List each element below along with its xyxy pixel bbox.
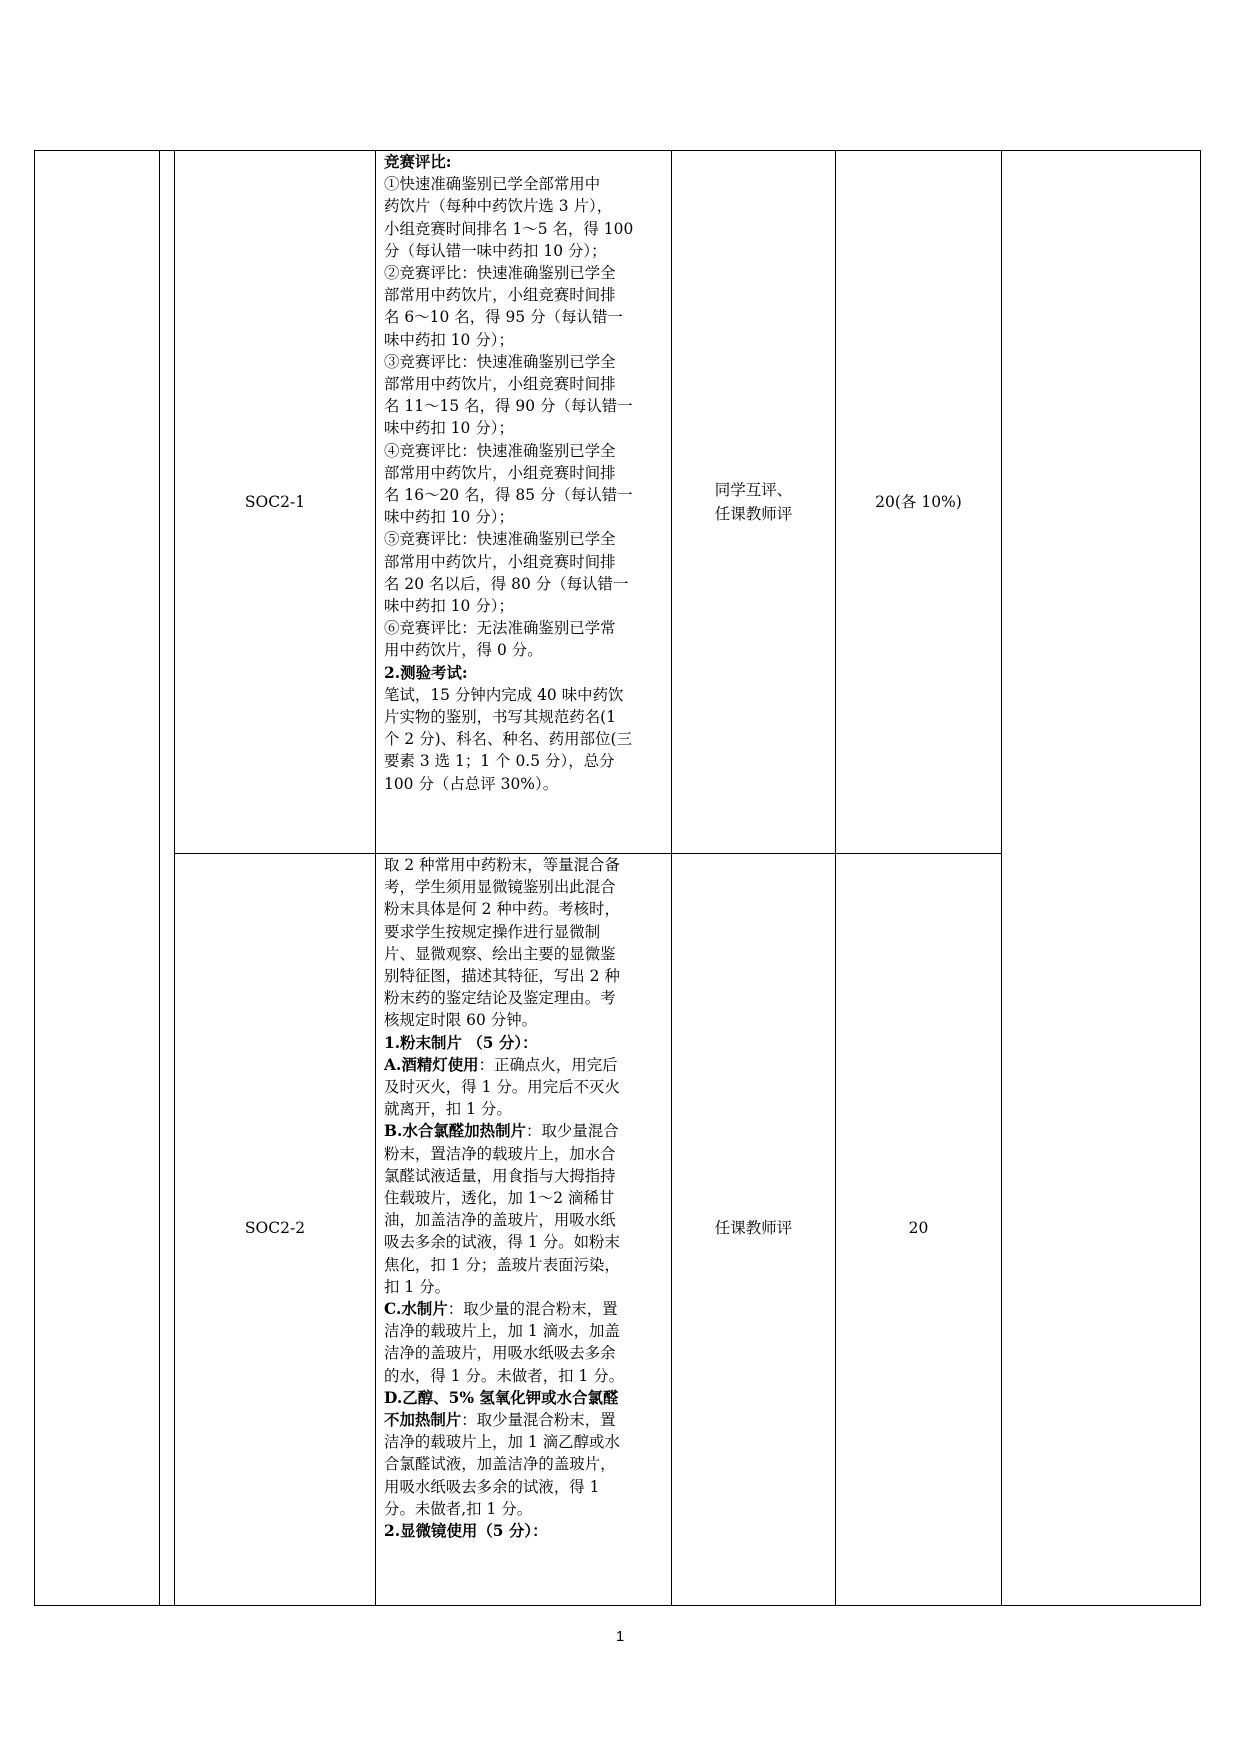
content-line (384, 1453, 672, 1475)
content-line (384, 440, 672, 462)
content-line (384, 218, 672, 240)
content-line (384, 329, 672, 351)
text-segment: ⑥竞赛评比：无法准确鉴别已学常 (384, 619, 616, 638)
content-line (384, 573, 672, 595)
content-line (384, 1365, 672, 1387)
text-segment: 分。未做者,扣 1 分。 (384, 1499, 533, 1518)
content-line (384, 395, 672, 417)
text-segment: ：正确点火，用完后 (478, 1055, 618, 1074)
text-segment: 名 16～20 名，得 85 分（每认错一 (384, 486, 633, 505)
text-segment: 洁净的载玻片上，加 1 滴乙醇或水 (384, 1433, 620, 1452)
table-right-border (1200, 150, 1201, 1606)
text-segment: 合氯醛试液，加盖洁净的盖玻片， (384, 1455, 616, 1474)
bold-text: 竞赛评比: (384, 153, 452, 171)
content-line (384, 240, 672, 262)
text-segment: 部常用中药饮片，小组竞赛时间排 (384, 463, 616, 482)
text-segment: 用中药饮片，得 0 分。 (384, 641, 543, 660)
column-divider (835, 150, 836, 1606)
text-segment: 味中药扣 10 分）； (384, 508, 514, 527)
bold-text: D.乙醇、5% 氢氧化钾或水合氯醛 (384, 1388, 619, 1407)
bold-text: A.酒精灯使用 (384, 1055, 479, 1074)
text-segment: ：取少量混合粉末，置 (461, 1411, 616, 1430)
text-segment: 要素 3 选 1；1 个 0.5 分），总分 (384, 752, 615, 771)
text-segment: ③竞赛评比：快速准确鉴别已学全 (384, 352, 616, 371)
text-segment: 住载玻片，透化，加 1～2 滴稀甘 (384, 1189, 615, 1208)
text-segment: 及时灭火，得 1 分。用完后不灭火 (384, 1078, 620, 1097)
content-line (384, 1387, 672, 1409)
content-line (384, 1032, 672, 1054)
weight-value: 20(各 10%) (875, 493, 962, 511)
text-segment: 粉末，置洁净的载玻片上，加水合 (384, 1144, 616, 1163)
content-line (384, 987, 672, 1009)
text-segment: 吸去多余的试液，得 1 分。如粉末 (384, 1233, 620, 1252)
content-line (384, 684, 672, 706)
row-content (384, 151, 672, 795)
content-line (384, 1342, 672, 1364)
table-left-border (34, 150, 35, 1606)
row-code: SOC2-1 (244, 493, 306, 511)
content-line (384, 639, 672, 661)
text-segment: 考，学生须用显微镜鉴别出此混合 (384, 878, 616, 897)
weight-value: 20 (908, 1219, 929, 1237)
text-segment: 名 20 名以后，得 80 分（每认错一 (384, 574, 629, 593)
bold-text: 2.显微镜使用（5 分）： (384, 1522, 548, 1541)
content-line (384, 1409, 672, 1431)
content-line (384, 1431, 672, 1453)
content-line (384, 462, 672, 484)
content-line (384, 1231, 672, 1253)
text-segment: 油，加盖洁净的盖玻片，用吸水纸 (384, 1211, 616, 1230)
bold-text: 1.粉末制片 （5 分）： (384, 1033, 538, 1052)
text-segment: 的水，得 1 分。未做者，扣 1 分。 (384, 1366, 625, 1385)
content-line (384, 528, 672, 550)
content-line (384, 1120, 672, 1142)
content-line (384, 876, 672, 898)
content-line (384, 1498, 672, 1520)
bold-text: C.水制片 (384, 1300, 448, 1319)
text-segment: 别特征图，描述其特征，写出 2 种 (384, 967, 620, 986)
content-line (384, 1209, 672, 1231)
text-segment: 洁净的盖玻片，用吸水纸吸去多余 (384, 1344, 616, 1363)
text-segment: ①快速准确鉴别已学全部常用中 (384, 175, 601, 194)
text-segment: 味中药扣 10 分）； (384, 597, 514, 616)
content-line (384, 1009, 672, 1031)
column-divider (159, 150, 160, 1606)
text-segment: 100 分（占总评 30%）。 (384, 774, 559, 793)
content-line (384, 1276, 672, 1298)
text-segment: 用吸水纸吸去多余的试液，得 1 (384, 1477, 600, 1496)
evaluation-method: 同学互评、 任课教师评 (714, 481, 793, 523)
content-line (384, 1520, 672, 1542)
content-line (384, 195, 672, 217)
content-line (384, 1076, 672, 1098)
bold-text: B.水合氯醛加热制片 (384, 1122, 526, 1141)
content-line (384, 1143, 672, 1165)
content-line (384, 417, 672, 439)
content-line (384, 1476, 672, 1498)
bold-text: 不加热制片 (384, 1411, 462, 1430)
content-line (384, 617, 672, 639)
text-segment: 味中药扣 10 分）； (384, 330, 514, 349)
content-line (384, 943, 672, 965)
table-bottom-border (34, 1605, 1201, 1606)
text-segment: 片、显微观察、绘出主要的显微鉴 (384, 944, 616, 963)
content-line (384, 262, 672, 284)
content-line (384, 1165, 672, 1187)
content-line (384, 750, 672, 772)
row-content (384, 854, 672, 1542)
content-line (384, 965, 672, 987)
text-segment: 粉末具体是何 2 种中药。考核时， (384, 900, 620, 919)
text-segment: ②竞赛评比：快速准确鉴别已学全 (384, 264, 616, 283)
content-line (384, 1098, 672, 1120)
row-code: SOC2-2 (244, 1219, 306, 1237)
text-segment: ：取少量的混合粉末，置 (447, 1300, 618, 1319)
text-segment: 药饮片（每种中药饮片选 3 片）， (384, 197, 613, 216)
text-segment: ⑤竞赛评比：快速准确鉴别已学全 (384, 530, 616, 549)
content-line (384, 551, 672, 573)
text-segment: 名 6～10 名，得 95 分（每认错一 (384, 308, 623, 327)
text-segment: 笔试，15 分钟内完成 40 味中药饮 (384, 685, 624, 704)
content-line (384, 1187, 672, 1209)
content-line (384, 854, 672, 876)
content-line (384, 1254, 672, 1276)
content-line (384, 706, 672, 728)
text-segment: 取 2 种常用中药粉末，等量混合备 (384, 856, 620, 874)
text-segment: 焦化，扣 1 分；盖玻片表面污染， (384, 1255, 620, 1274)
content-line (384, 1320, 672, 1342)
text-segment: 扣 1 分。 (384, 1277, 451, 1296)
text-segment: 要求学生按规定操作进行显微制 (384, 922, 601, 941)
bold-text: 2.测验考试: (384, 663, 468, 682)
text-segment: 洁净的载玻片上，加 1 滴水，加盖 (384, 1322, 620, 1341)
content-line (384, 484, 672, 506)
text-segment: ④竞赛评比：快速准确鉴别已学全 (384, 441, 616, 460)
text-segment: 粉末药的鉴定结论及鉴定理由。考 (384, 989, 616, 1008)
content-line (384, 773, 672, 795)
text-segment: 片实物的鉴别，书写其规范药名(1 (384, 708, 617, 727)
content-line (384, 662, 672, 684)
evaluation-method: 任课教师评 (714, 1219, 793, 1237)
content-line (384, 898, 672, 920)
content-line (384, 373, 672, 395)
text-segment: 小组竞赛时间排名 1～5 名，得 100 (384, 219, 634, 238)
column-divider (375, 150, 376, 1606)
content-line (384, 284, 672, 306)
text-segment: 味中药扣 10 分）； (384, 419, 514, 438)
text-segment: ：取少量混合 (526, 1122, 619, 1141)
content-line (384, 173, 672, 195)
text-segment: 氯醛试液适量，用食指与大拇指持 (384, 1166, 616, 1185)
text-segment: 个 2 分)、科名、种名、药用部位(三 (384, 730, 633, 749)
content-line (384, 728, 672, 750)
content-line (384, 506, 672, 528)
page-number: 1 (615, 1628, 625, 1645)
text-segment: 部常用中药饮片，小组竞赛时间排 (384, 286, 616, 305)
content-line (384, 595, 672, 617)
text-segment: 名 11～15 名，得 90 分（每认错一 (384, 397, 633, 416)
column-divider (1001, 150, 1002, 1606)
content-line (384, 151, 672, 173)
content-line (384, 921, 672, 943)
text-segment: 就离开，扣 1 分。 (384, 1100, 512, 1119)
content-line (384, 1054, 672, 1076)
text-segment: 分（每认错一味中药扣 10 分）； (384, 241, 607, 260)
content-line (384, 306, 672, 328)
content-line (384, 1298, 672, 1320)
text-segment: 核规定时限 60 分钟。 (384, 1011, 538, 1030)
column-divider (174, 150, 175, 1606)
content-line (384, 351, 672, 373)
text-segment: 部常用中药饮片，小组竞赛时间排 (384, 375, 616, 394)
text-segment: 部常用中药饮片，小组竞赛时间排 (384, 552, 616, 571)
